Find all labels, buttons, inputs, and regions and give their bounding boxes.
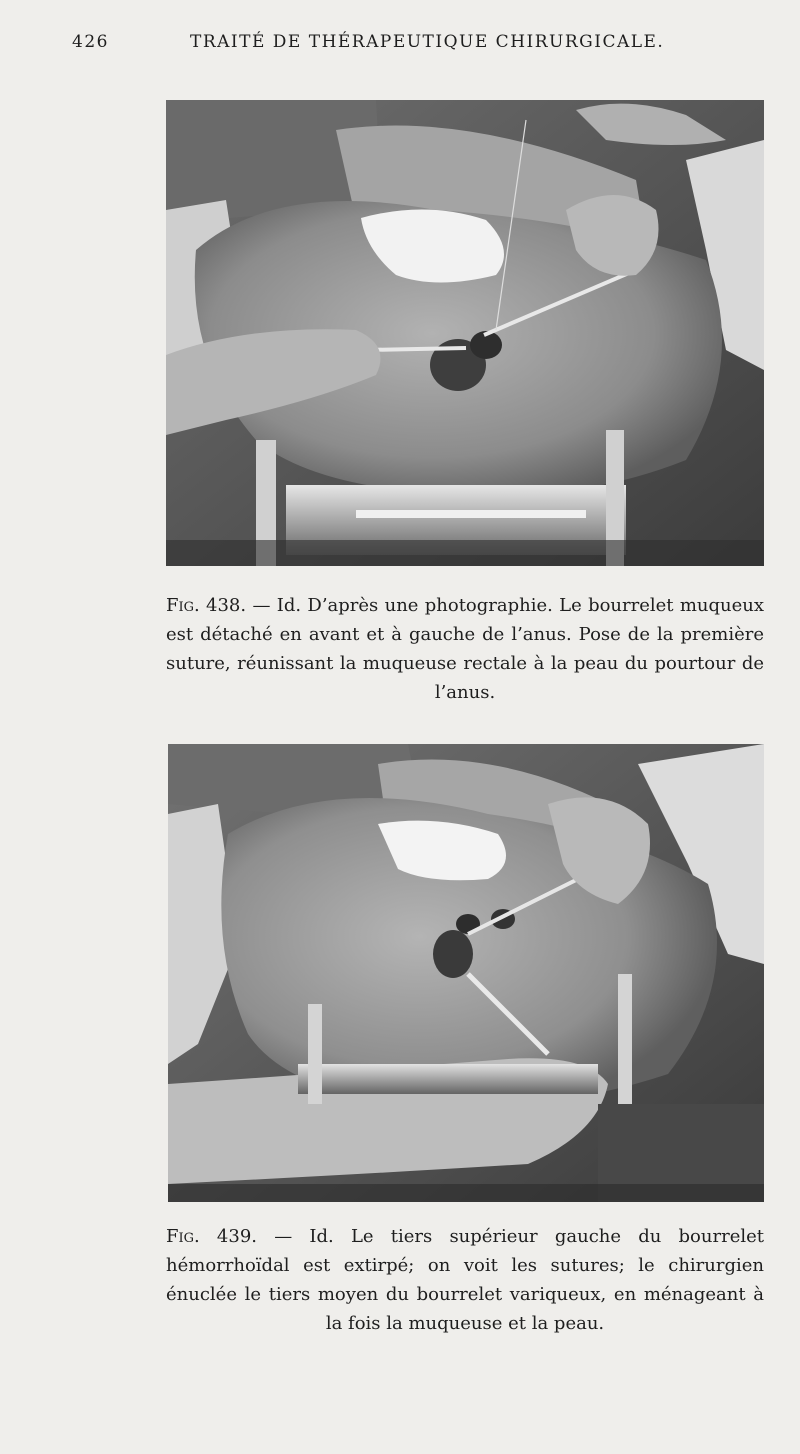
figure-439-caption [166, 1222, 764, 1338]
figure-438-photograph [166, 100, 764, 566]
figure-439-photograph [168, 744, 764, 1202]
caption-text: — Id. Le tiers supérieur gauche du bourrelet hémorrhoïdal est extirpé; on voit les sutures; le chirurgien énuclée le tiers moyen du bourrelet variqueux, en ménageant à la fois la muqueuse et la peau. [166, 1226, 764, 1334]
page-number: 426 [72, 32, 109, 52]
figure-438-caption [166, 591, 764, 707]
caption-text: — Id. D’après une photographie. Le bourrelet muqueux est détaché en avant et à gauche de l’anus. Pose de la première suture, réunissant la muqueuse rectale à la peau du pourtour de l’anus. [166, 595, 765, 703]
running-title: TRAITÉ DE THÉRAPEUTIQUE CHIRURGICALE. [190, 32, 665, 52]
figure-label: Fig. 438. [166, 595, 247, 616]
figure-label: Fig. 439. [166, 1226, 258, 1247]
